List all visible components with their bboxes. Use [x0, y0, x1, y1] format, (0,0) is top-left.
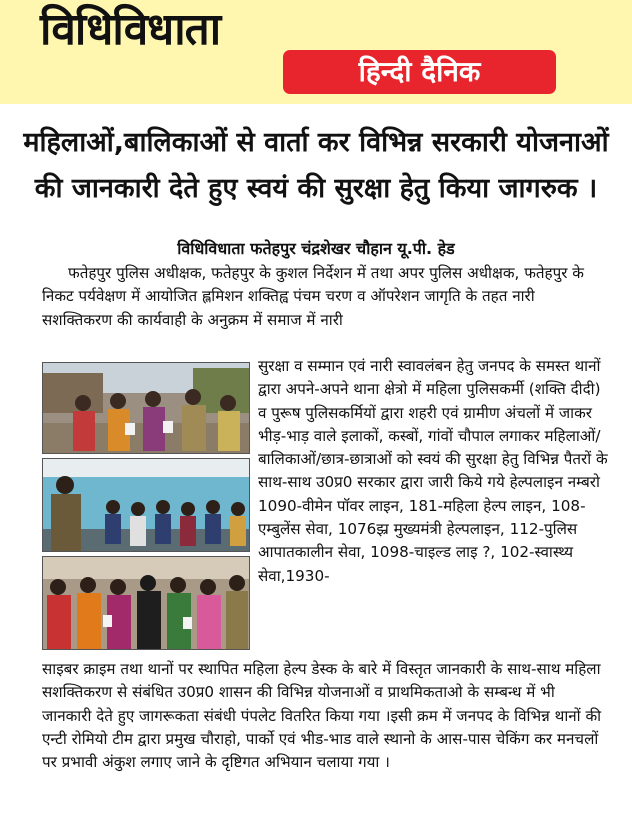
edition-badge: हिन्दी दैनिक	[283, 50, 556, 94]
paragraph-helplines: सुरक्षा व सम्मान एवं नारी स्वावलंबन हेतु जनपद के समस्त थानों द्वारा अपने-अपने थाना क्षेत्रो में महिला पुलिसकर्मी (शक्ति दीदी) व पुरूष पुलिसकर्मियों द्वारा शहरी एवं ग्रामीण अंचलों में जाकर भीड़-भाड़ वाले इलाकों, कस्बों, गांवों चौपाल लगाकर महिलाओं/बालिकाओं/छात्र-छात्राओं को स्वयं की सुरक्षा हेतु विभिन्न पैतरों के साथ-साथ उ0प्र0 सरकार द्वारा जारी किये गये हेल्पलाइन नम्बरो 1090-वीमेन पॉवर लाइन, 181-महिला हेल्प लाइन, 108-एम्बुलेंस सेवा, 1076झ्र मुख्यमंत्री हेल्पलाइन, 112-पुलिस आपातकालीन सेवा, 1098-चाइल्ड लाइ ?, 102-स्वास्थ्य सेवा,1930-	[258, 357, 608, 585]
headline	[20, 120, 612, 212]
headline-line-2: की जानकारी देते हुए स्वयं की सुरक्षा हेतु किया जागरुक ।	[34, 173, 598, 204]
headline-line-1: महिलाओं,बालिकाओं से वार्ता कर विभिन्न सरकारी योजनाओं	[23, 127, 609, 158]
photo-street-awareness	[42, 362, 250, 454]
paper-name: विधिविधाता	[40, 4, 221, 55]
paragraph-intro: फतेहपुर पुलिस अधीक्षक, फतेहपुर के कुशल निर्देशन में तथा अपर पुलिस अधीक्षक, फतेहपुर के निकट पर्यवेक्षण में आयोजित ह्लमिशन शक्तिह्व पंचम चरण व ऑपरेशन जागृति के तहत नारी सशक्तिकरण की कार्यवाही के अनुक्रम में समाज में नारी	[42, 264, 584, 329]
photo-women-group	[42, 556, 250, 650]
byline: विधिविधाता फतेहपुर चंद्रशेखर चौहान यू.पी. हेड	[177, 239, 455, 258]
photo-classroom-session	[42, 458, 250, 552]
masthead	[0, 0, 632, 104]
paragraph-closing: साइबर क्राइम तथा थानों पर स्थापित महिला हेल्प डेस्क के बारे में विस्तृत जानकारी के साथ-साथ महिला सशक्तिकरण से संबंधित उ0प्र0 शासन की विभिन्न योजनाओं व प्राथमिकताओ के सम्बन्ध में भी जानकारी देते हुए जागरूकता संबंधी पंपलेट वितरित किया गया ।इसी क्रम में जनपद के विभिन्न थानों की एन्टी रोमियो टीम द्वारा प्रमुख चौराहो, पार्को एवं भीड-भाड वाले स्थानो के आस-पास चेकिंग कर मनचलों पर प्रभावी अंकुश लगाए जाने के दृष्टिगत अभियान चलाया गया ।	[42, 660, 602, 772]
